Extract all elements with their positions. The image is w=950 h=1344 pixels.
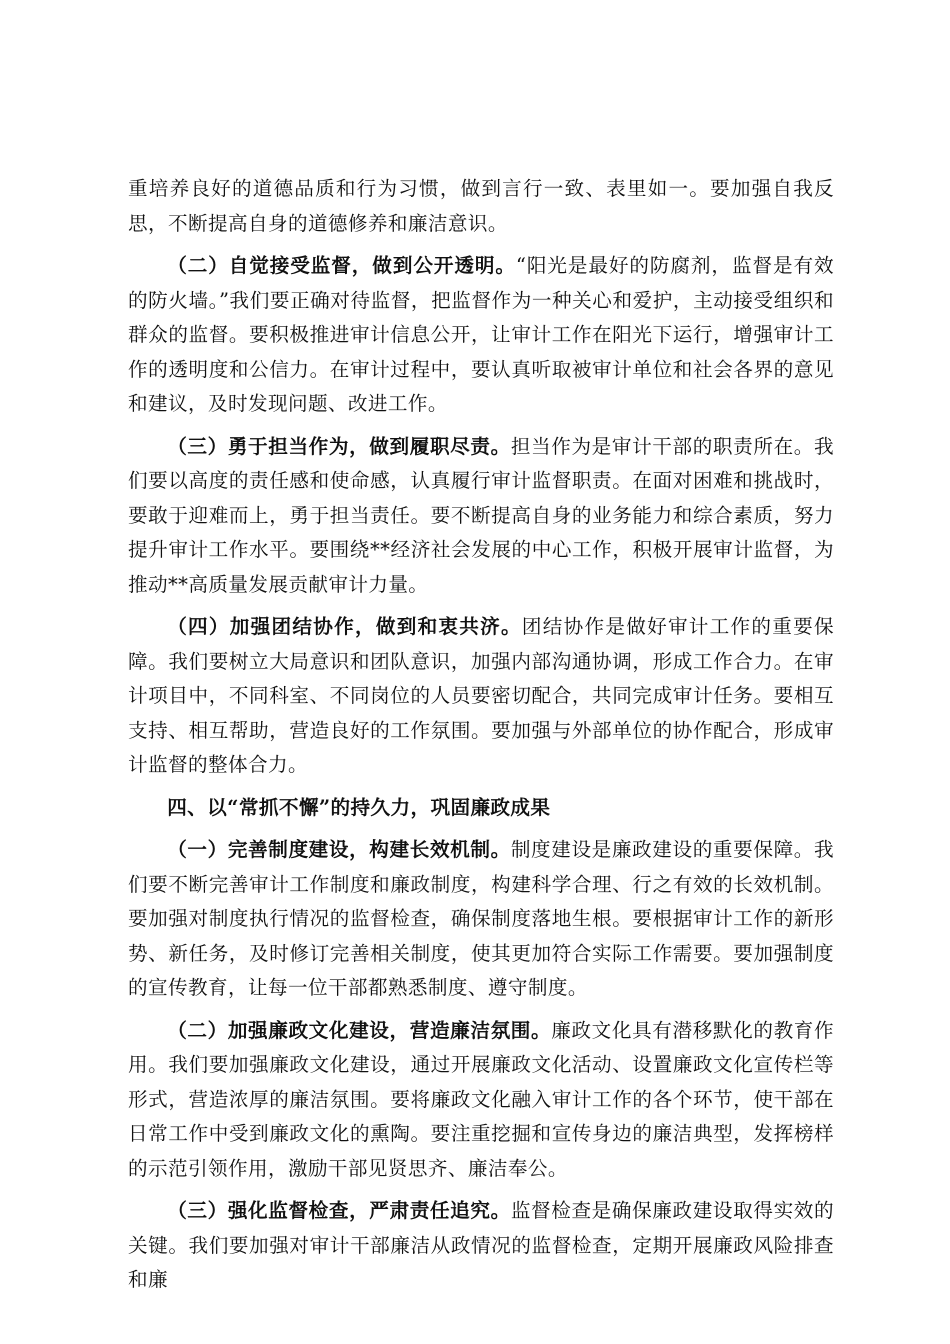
paragraph-teamwork	[128, 610, 834, 783]
paragraph-text: 团结协作是做好审计工作的重要保障。我们要树立大局意识和团队意识，加强内部沟通协调，形成工作合力。在审计项目中，不同科室、不同岗位的人员要密切配合，共同完成审计任务。要相互支持、相互帮助，营造良好的工作氛围。要加强与外部单位的协作配合，形成审计监督的整体合力。	[128, 615, 834, 776]
paragraph-integrity-culture	[128, 1014, 834, 1187]
paragraph-text: 监督检查是确保廉政建设取得实效的关键。我们要加强对审计干部廉洁从政情况的监督检查，定期开展廉政风险排查和廉	[128, 1199, 834, 1291]
paragraph-lead: （二）自觉接受监督，做到公开透明。	[167, 254, 516, 277]
paragraph-continuation	[128, 172, 834, 241]
section-heading-four: 四、以“常抓不懈”的持久力，巩固廉政成果	[167, 795, 551, 819]
paragraph-lead: （四）加强团结协作，做到和衷共济。	[167, 615, 522, 638]
paragraph-text: 制度建设是廉政建设的重要保障。我们要不断完善审计工作制度和廉政制度，构建科学合理、行之有效的长效机制。要加强对制度执行情况的监督检查，确保制度落地生根。要根据审计工作的新形势、新任务，及时修订完善相关制度，使其更加符合实际工作需要。要加强制度的宣传教育，让每一位干部都熟悉制度、遵守制度。	[128, 838, 834, 999]
paragraph-take-responsibility	[128, 430, 834, 603]
document-body	[128, 172, 834, 1306]
paragraph-lead: （二）加强廉政文化建设，营造廉洁氛围。	[167, 1018, 552, 1042]
paragraph-supervision-inspection	[128, 1194, 834, 1298]
paragraph-lead: （一）完善制度建设，构建长效机制。	[167, 838, 511, 861]
paragraph-lead: （三）强化监督检查，严肃责任追究。	[167, 1199, 511, 1222]
paragraph-text: “阳光是最好的防腐剂，监督是有效的防火墙。”我们要正确对待监督，把监督作为一种关心和爱护，主动接受组织和群众的监督。要积极推进审计信息公开，让审计工作在阳光下运行，增强审计工作的透明度和公信力。在审计过程中，要认真听取被审计单位和社会各界的意见和建议，及时发现问题、改进工作。	[128, 254, 834, 415]
paragraph-text: 重培养良好的道德品质和行为习惯，做到言行一致、表里如一。要加强自我反思，不断提高自身的道德修养和廉洁意识。	[128, 177, 834, 235]
paragraph-accept-supervision	[128, 249, 834, 422]
paragraph-text: 廉政文化具有潜移默化的教育作用。我们要加强廉政文化建设，通过开展廉政文化活动、设置廉政文化宣传栏等形式，营造浓厚的廉洁氛围。要将廉政文化融入审计工作的各个环节，使干部在日常工作中受到廉政文化的熏陶。要注重挖掘和宣传身边的廉洁典型，发挥榜样的示范引领作用，激励干部见贤思齐、廉洁奉公。	[128, 1018, 834, 1180]
paragraph-lead: （三）勇于担当作为，做到履职尽责。	[167, 434, 511, 458]
paragraph-text: 担当作为是审计干部的职责所在。我们要以高度的责任感和使命感，认真履行审计监督职责。在面对困难和挑战时，要敢于迎难而上，勇于担当责任。要不断提高自身的业务能力和综合素质，努力提升审计工作水平。要围绕**经济社会发展的中心工作，积极开展审计监督，为推动**高质量发展贡献审计力量。	[128, 434, 834, 596]
paragraph-institution-building	[128, 833, 834, 1006]
